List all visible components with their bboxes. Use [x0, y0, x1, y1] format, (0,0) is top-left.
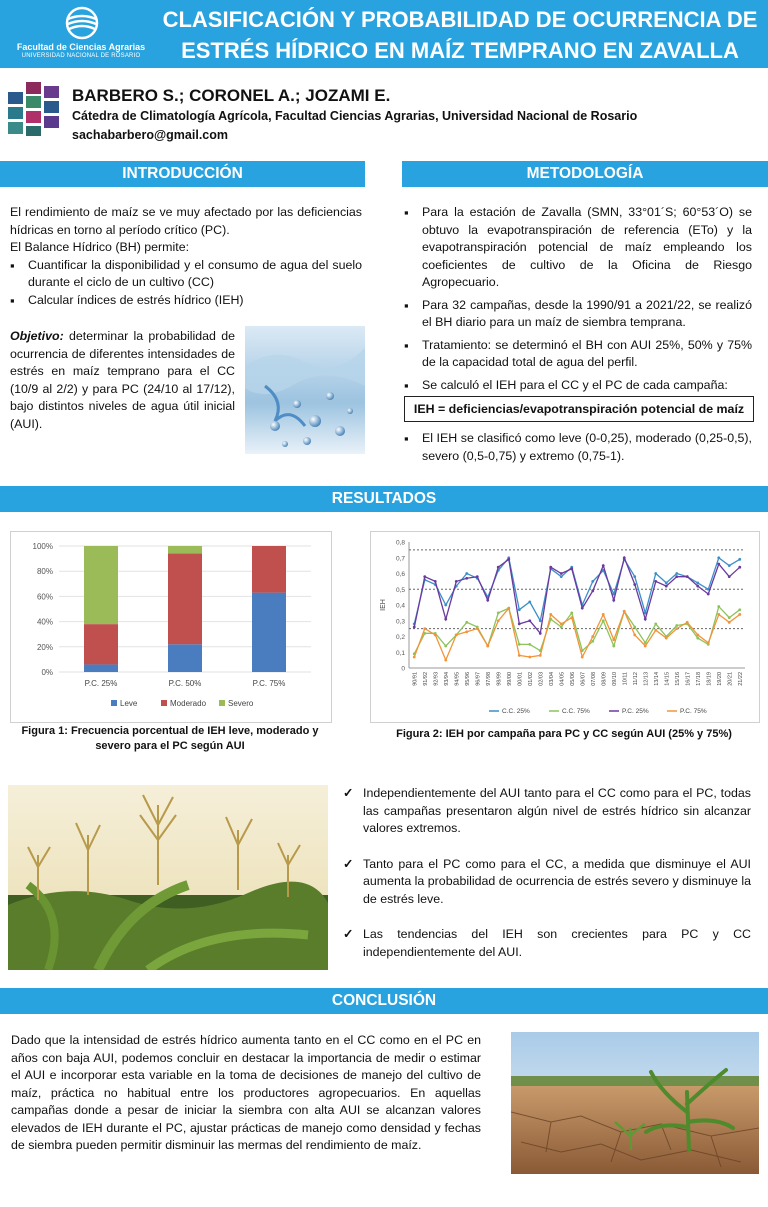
figure-2-chart [370, 531, 760, 723]
mosaic-logo-icon [8, 82, 60, 138]
resultados-heading: RESULTADOS [0, 486, 768, 512]
legend-label: Severo [228, 699, 254, 708]
data-point [675, 627, 678, 630]
y-tick-label: 0,3 [395, 618, 405, 626]
x-tick-label: 12/13 [643, 672, 650, 686]
data-point [549, 613, 552, 616]
data-point [455, 634, 458, 637]
data-point [644, 645, 647, 648]
x-tick-label: 07/08 [590, 672, 597, 686]
data-point [665, 637, 668, 640]
data-point [738, 566, 741, 569]
author-email[interactable]: sachabarbero@gmail.com [72, 128, 228, 142]
y-axis-label: IEH [380, 599, 387, 611]
x-tick-label: 94/95 [454, 672, 461, 686]
x-tick-label: 21/22 [737, 672, 744, 686]
bar-moderado [84, 624, 118, 664]
data-point [507, 558, 510, 561]
legend-swatch [111, 700, 117, 706]
x-tick-label: P.C. 25% [84, 679, 118, 688]
x-tick-label: 10/11 [622, 672, 629, 686]
bar-moderado [168, 554, 202, 645]
bar-leve [168, 644, 202, 672]
data-point [497, 566, 500, 569]
data-point [560, 575, 563, 578]
data-point [675, 624, 678, 627]
data-point [623, 556, 626, 559]
x-tick-label: 13/14 [653, 672, 660, 686]
x-tick-label: 17/18 [695, 672, 702, 686]
poster-title [158, 4, 762, 66]
data-point [633, 626, 636, 629]
data-point [528, 619, 531, 622]
finding-item: ✓ Tanto para el PC como para el CC, a medida que disminuye el AUI aumenta la probabilidad de ocurrencia de estrés severo y disminuye la de estrés leve. [341, 856, 751, 909]
data-point [728, 575, 731, 578]
data-point [528, 643, 531, 646]
data-point [518, 643, 521, 646]
metodologia-bullet: ▪ El IEH se clasificó como leve (0-0,25), moderado (0,25-0,5), severo (0,5-0,75) y extremo (0,75-1). [404, 430, 752, 465]
data-point [612, 645, 615, 648]
logo-emblem-icon [64, 6, 100, 40]
ieh-formula: IEH = deficiencias/evapotranspiración potencial de maíz [404, 396, 754, 422]
y-tick-label: 0% [41, 668, 53, 677]
data-point [570, 611, 573, 614]
data-point [465, 577, 468, 580]
data-point [665, 585, 668, 588]
data-point [654, 572, 657, 575]
data-point [444, 618, 447, 621]
conclusion-heading: CONCLUSIÓN [0, 988, 768, 1014]
data-point [728, 616, 731, 619]
data-point [612, 638, 615, 641]
legend-label: Leve [120, 699, 138, 708]
intro-bullet-list [10, 257, 362, 310]
data-point [696, 634, 699, 637]
x-tick-label: 14/15 [664, 672, 671, 686]
x-tick-label: 91/92 [422, 672, 429, 686]
data-point [707, 641, 710, 644]
data-point [518, 608, 521, 611]
x-tick-label: 16/17 [685, 672, 692, 686]
y-tick-label: 20% [36, 642, 53, 652]
data-point [602, 619, 605, 622]
data-point [591, 640, 594, 643]
bar-leve [84, 664, 118, 672]
x-tick-label: 96/97 [475, 672, 482, 686]
data-point [476, 627, 479, 630]
water-splash-image [245, 326, 365, 454]
bar-severo [168, 546, 202, 554]
x-tick-label: 19/20 [716, 672, 723, 686]
y-tick-label: 0 [401, 665, 405, 673]
series-line [414, 558, 740, 634]
data-point [686, 621, 689, 624]
x-tick-label: 18/19 [706, 672, 713, 686]
x-tick-label: 02/03 [538, 672, 545, 686]
data-point [539, 632, 542, 635]
legend-label: P.C. 75% [680, 708, 707, 715]
bar-severo [84, 546, 118, 624]
data-point [591, 589, 594, 592]
metodologia-bullet: ▪ Se calculó el IEH para el CC y el PC de cada campaña: [404, 377, 752, 395]
data-point [423, 575, 426, 578]
data-point [549, 566, 552, 569]
legend-label: C.C. 75% [562, 708, 590, 715]
metodologia-classification [404, 430, 752, 465]
findings [341, 785, 751, 979]
y-tick-label: 0,2 [395, 634, 405, 641]
data-point [455, 580, 458, 583]
corn-field-image [8, 785, 328, 970]
data-point [686, 575, 689, 578]
x-tick-label: 05/06 [569, 672, 576, 686]
logo-line1: Facultad de Ciencias Agrarias [16, 42, 146, 52]
intro-paragraph-2: El Balance Hídrico (BH) permite: [10, 240, 190, 254]
data-point [528, 600, 531, 603]
finding-item: ✓ Las tendencias del IEH son crecientes para PC y CC independientemente del AUI. [341, 926, 751, 961]
data-point [665, 582, 668, 585]
x-tick-label: 09/10 [611, 672, 618, 686]
metodologia-body [404, 204, 752, 399]
finding-item: ✓ Independientemente del AUI tanto para el CC como para el PC, todas las campañas presentaron algún nivel de estrés hídrico sin alcanzar valores extremos. [341, 785, 751, 838]
x-tick-label: 00/01 [517, 672, 524, 686]
data-point [539, 654, 542, 657]
intro-body [10, 204, 362, 309]
data-point [497, 619, 500, 622]
x-tick-label: 92/93 [433, 672, 440, 686]
data-point [696, 582, 699, 585]
data-point [570, 616, 573, 619]
data-point [444, 645, 447, 648]
intro-heading: INTRODUCCIÓN [0, 161, 365, 187]
data-point [486, 599, 489, 602]
data-point [623, 610, 626, 613]
data-point [423, 627, 426, 630]
metodologia-bullet: ▪ Para 32 campañas, desde la 1990/91 a 2021/22, se realizó el BH diario para un maíz de siembra temprana. [404, 297, 752, 332]
data-point [560, 623, 563, 626]
y-tick-label: 0,1 [395, 649, 405, 657]
figure-1-chart [10, 531, 332, 723]
data-point [434, 634, 437, 637]
data-point [633, 583, 636, 586]
x-tick-label: 08/09 [601, 672, 608, 686]
findings-list [341, 785, 751, 961]
bar-moderado [252, 546, 286, 593]
data-point [465, 630, 468, 633]
x-tick-label: 15/16 [674, 672, 681, 686]
data-point [539, 619, 542, 622]
x-tick-label: P.C. 75% [252, 679, 286, 688]
y-tick-label: 0,5 [395, 586, 405, 594]
drought-corn-image [511, 1032, 759, 1174]
data-point [707, 593, 710, 596]
y-tick-label: 80% [36, 567, 53, 577]
data-point [738, 613, 741, 616]
data-point [444, 604, 447, 607]
x-tick-label: 11/12 [632, 672, 639, 686]
data-point [696, 637, 699, 640]
data-point [738, 558, 741, 561]
data-point [654, 623, 657, 626]
legend-label: C.C. 25% [502, 708, 530, 715]
data-point [602, 564, 605, 567]
data-point [476, 575, 479, 578]
figure-1-caption: Figura 1: Frecuencia porcentual de IEH leve, moderado y severo para el PC según AUI [21, 725, 319, 752]
data-point [654, 629, 657, 632]
title-line2: ESTRÉS HÍDRICO EN MAÍZ TEMPRANO EN ZAVALLA [181, 38, 739, 63]
x-tick-label: 97/98 [485, 672, 492, 686]
data-point [728, 621, 731, 624]
x-tick-label: 06/07 [580, 672, 587, 686]
objective-text: determinar la probabilidad de ocurrencia de diferentes intensidades de estrés en maíz temprano para el CC (10/9 al 2/2) y para PC (24/10 al 17/12), bajo distintos niveles de agua útil inicial (AUI). [10, 329, 235, 431]
metodologia-bullet: ▪ Tratamiento: se determinó el BH con AUI 25%, 50% y 75% de la capacidad total de agua del perfil. [404, 337, 752, 372]
x-tick-label: 99/00 [506, 672, 513, 686]
logo-line2: UNIVERSIDAD NACIONAL DE ROSARIO [21, 53, 141, 59]
data-point [581, 607, 584, 610]
data-point [570, 567, 573, 570]
data-point [486, 645, 489, 648]
title-line1: CLASIFICACIÓN Y PROBABILIDAD DE OCURRENCIA DE [162, 7, 758, 32]
x-tick-label: 95/96 [464, 672, 471, 686]
metodologia-bullet-list [404, 204, 752, 394]
objective [10, 328, 235, 433]
data-point [591, 635, 594, 638]
legend-swatch [219, 700, 225, 706]
affiliation: Cátedra de Climatología Agrícola, Facultad Ciencias Agrarias, Universidad Nacional de Rosario [72, 109, 638, 123]
line-chart [371, 532, 759, 722]
data-point [717, 563, 720, 566]
data-point [581, 656, 584, 659]
y-tick-label: 0,6 [395, 571, 405, 578]
data-point [444, 659, 447, 662]
data-point [717, 605, 720, 608]
intro-bullet: ▪ Cuantificar la disponibilidad y el consumo de agua del suelo durante el ciclo de un cultivo (CC) [10, 257, 362, 292]
data-point [560, 626, 563, 629]
faculty-logo [6, 6, 156, 62]
x-tick-label: P.C. 50% [168, 679, 202, 688]
intro-bullet: ▪ Calcular índices de estrés hídrico (IEH) [10, 292, 362, 310]
authors: BARBERO S.; CORONEL A.; JOZAMI E. [72, 86, 391, 105]
bar-leve [252, 593, 286, 672]
metodologia-bullet-list-2 [404, 430, 752, 465]
metodologia-bullet: ▪ Para la estación de Zavalla (SMN, 33°01´S; 60°53´O) se obtuvo la evapotranspiración de referencia (ETo) y la evapotranspiración potencial de maíz empleando los coeficientes de cultivo de la Oficina de Riesgo Agropecuario. [404, 204, 752, 292]
metodologia-heading: METODOLOGÍA [402, 161, 768, 187]
legend-swatch [161, 700, 167, 706]
data-point [728, 564, 731, 567]
data-point [497, 611, 500, 614]
data-point [696, 585, 699, 588]
data-point [465, 621, 468, 624]
data-point [644, 618, 647, 621]
data-point [507, 607, 510, 610]
data-point [413, 656, 416, 659]
legend-label: Moderado [170, 699, 207, 708]
data-point [602, 613, 605, 616]
y-tick-label: 100% [32, 542, 53, 551]
data-point [675, 572, 678, 575]
data-point [717, 613, 720, 616]
data-point [518, 654, 521, 657]
x-tick-label: 01/02 [527, 672, 534, 686]
data-point [591, 580, 594, 583]
y-tick-label: 40% [36, 617, 53, 627]
series-line [414, 607, 740, 654]
conclusion-text: Dado que la intensidad de estrés hídrico aumenta tanto en el CC como en el PC en años con baja AUI, podemos concluir en destacar la importancia de medir o estimar el AUI e incorporar esta variable en la toma de decisiones de manejo del cultivo de maíz, práctica no habitual entre los productores agropecuarios. En aquellas campañas donde a pesar de iniciar la siembra con alta AUI se alcanzan valores elevados de IEH durante el PC, ajustar prácticas de manejo como densidad y fechas de siembra pueden permitir disminuir las mermas del rendimiento de maíz. [11, 1033, 481, 1152]
y-tick-label: 0,7 [395, 555, 405, 563]
y-tick-label: 60% [36, 592, 53, 602]
data-point [738, 608, 741, 611]
data-point [717, 556, 720, 559]
figure-2-caption: Figura 2: IEH por campaña para PC y CC según AUI (25% y 75%) [396, 728, 732, 740]
x-tick-label: 20/21 [727, 672, 734, 686]
data-point [413, 626, 416, 629]
data-point [560, 572, 563, 575]
legend-label: P.C. 25% [622, 708, 649, 715]
y-tick-label: 0,8 [395, 539, 405, 547]
x-tick-label: 90/91 [412, 672, 419, 686]
intro-paragraph-1: El rendimiento de maíz se ve muy afectado por las deficiencias hídricas en torno al período crítico (PC). [10, 205, 362, 237]
data-point [654, 580, 657, 583]
x-tick-label: 98/99 [496, 672, 503, 686]
x-tick-label: 03/04 [548, 672, 555, 686]
x-tick-label: 93/94 [443, 672, 450, 686]
stacked-bar-chart [11, 532, 331, 722]
data-point [434, 580, 437, 583]
data-point [633, 634, 636, 637]
data-point [675, 575, 678, 578]
data-point [612, 599, 615, 602]
x-tick-label: 04/05 [559, 672, 566, 686]
data-point [518, 623, 521, 626]
data-point [465, 572, 468, 575]
y-tick-label: 0,4 [395, 602, 405, 610]
data-point [528, 656, 531, 659]
objective-label: Objetivo: [10, 329, 64, 343]
data-point [633, 575, 636, 578]
